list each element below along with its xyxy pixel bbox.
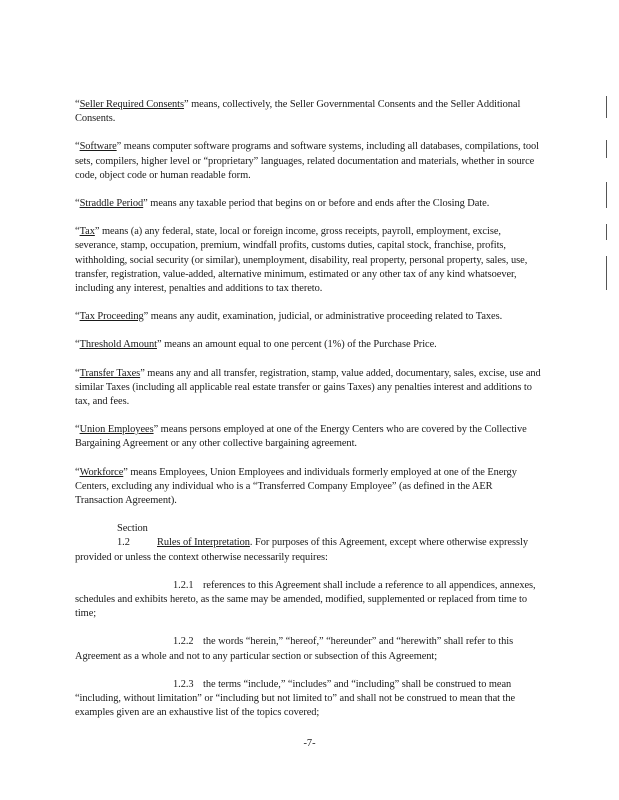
definition-paragraph: “Union Employees” means persons employed at one of the Energy Centers who are covered by the Collective Bargaining Agreement or any other collective bargaining agreement. <box>75 424 527 450</box>
defined-term: Straddle Period <box>79 198 144 210</box>
definition-paragraph: “Workforce” means Employees, Union Employees and individuals formerly employed at one of the Energy Centers, excluding any individual who is a “Transferred Company Employee” (as defined in the AER Transaction Agreement). <box>75 466 517 507</box>
defined-term: Workforce <box>79 466 124 478</box>
definition-paragraph: “Threshold Amount” means an amount equal to one percent (1%) of the Purchase Price. <box>75 339 437 351</box>
definition-paragraph: “Software” means computer software programs and software systems, including all databases, compilations, tool sets, compilers, higher level or “proprietary” languages, related documentation and materials, whether in source code, object code or human readable form. <box>75 141 540 181</box>
defined-term: Software <box>79 141 117 153</box>
subsection-paragraph: 1.2.2 the words “herein,” “hereof,” “hereunder” and “herewith” shall refer to this Agreement as a whole and not to any particular section or subsection of this Agreement; <box>75 636 514 662</box>
subsection-paragraph: 1.2.1 references to this Agreement shall include a reference to all appendices, annexes, schedules and exhibits hereto, as the same may be amended, modified, supplemented or replaced from time to time; <box>75 579 536 620</box>
defined-term: Seller Required Consents <box>79 99 184 110</box>
subsection-paragraph: 1.2.3 the terms “include,” “includes” and “including” shall be construed to mean “including, without limitation” or “including but not limited to” and shall not be construed to mean that the examples given are an exhaustive list of the topics covered; <box>75 678 516 719</box>
defined-term: Threshold Amount <box>79 339 157 351</box>
definition-paragraph: “Seller Required Consents” means, collectively, the Seller Governmental Consents and the Seller Additional Consents. <box>75 99 521 125</box>
margin-revision-marks <box>606 96 610 296</box>
definition-paragraph: “Transfer Taxes” means any and all transfer, registration, stamp, value added, documentary, sales, excise, use and similar Taxes (including all applicable real estate transfer or gains Taxes) any penalties interest and additions to tax, and fees. <box>75 367 541 408</box>
subsection-number: 1.2.2 <box>173 636 194 648</box>
defined-term: Tax Proceeding <box>79 311 144 323</box>
section-heading-paragraph <box>75 522 541 565</box>
section-label: Section 1.2 <box>117 523 148 549</box>
defined-term: Union Employees <box>79 424 154 436</box>
section-title: Rules of Interpretation <box>157 537 250 549</box>
definition-paragraph: “Tax Proceeding” means any audit, examination, judicial, or administrative proceeding related to Taxes. <box>75 311 503 323</box>
definition-paragraph: “Tax” means (a) any federal, state, local or foreign income, gross receipts, payroll, employment, excise, severance, stamp, occupation, premium, windfall profits, customs duties, capital stock, franchise, profits, withholding, social security (or similar), unemployment, disability, real property, personal property, sales, use, transfer, registration, value-added, alternative minimum, estimated or any other tax of any kind whatsoever, including any interest, penalties and additions to tax thereto. <box>75 226 528 295</box>
subsection-number: 1.2.1 <box>173 579 194 591</box>
document-body <box>75 98 541 735</box>
subsection-number: 1.2.3 <box>173 678 194 690</box>
page-number: -7- <box>303 738 316 749</box>
definition-paragraph: “Straddle Period” means any taxable period that begins on or before and ends after the Closing Date. <box>75 198 490 210</box>
section-text: . For purposes of this Agreement, except where otherwise expressly provided or unless the context otherwise necessarily requires: <box>75 537 528 563</box>
defined-term: Transfer Taxes <box>79 367 141 379</box>
defined-term: Tax <box>79 226 95 238</box>
